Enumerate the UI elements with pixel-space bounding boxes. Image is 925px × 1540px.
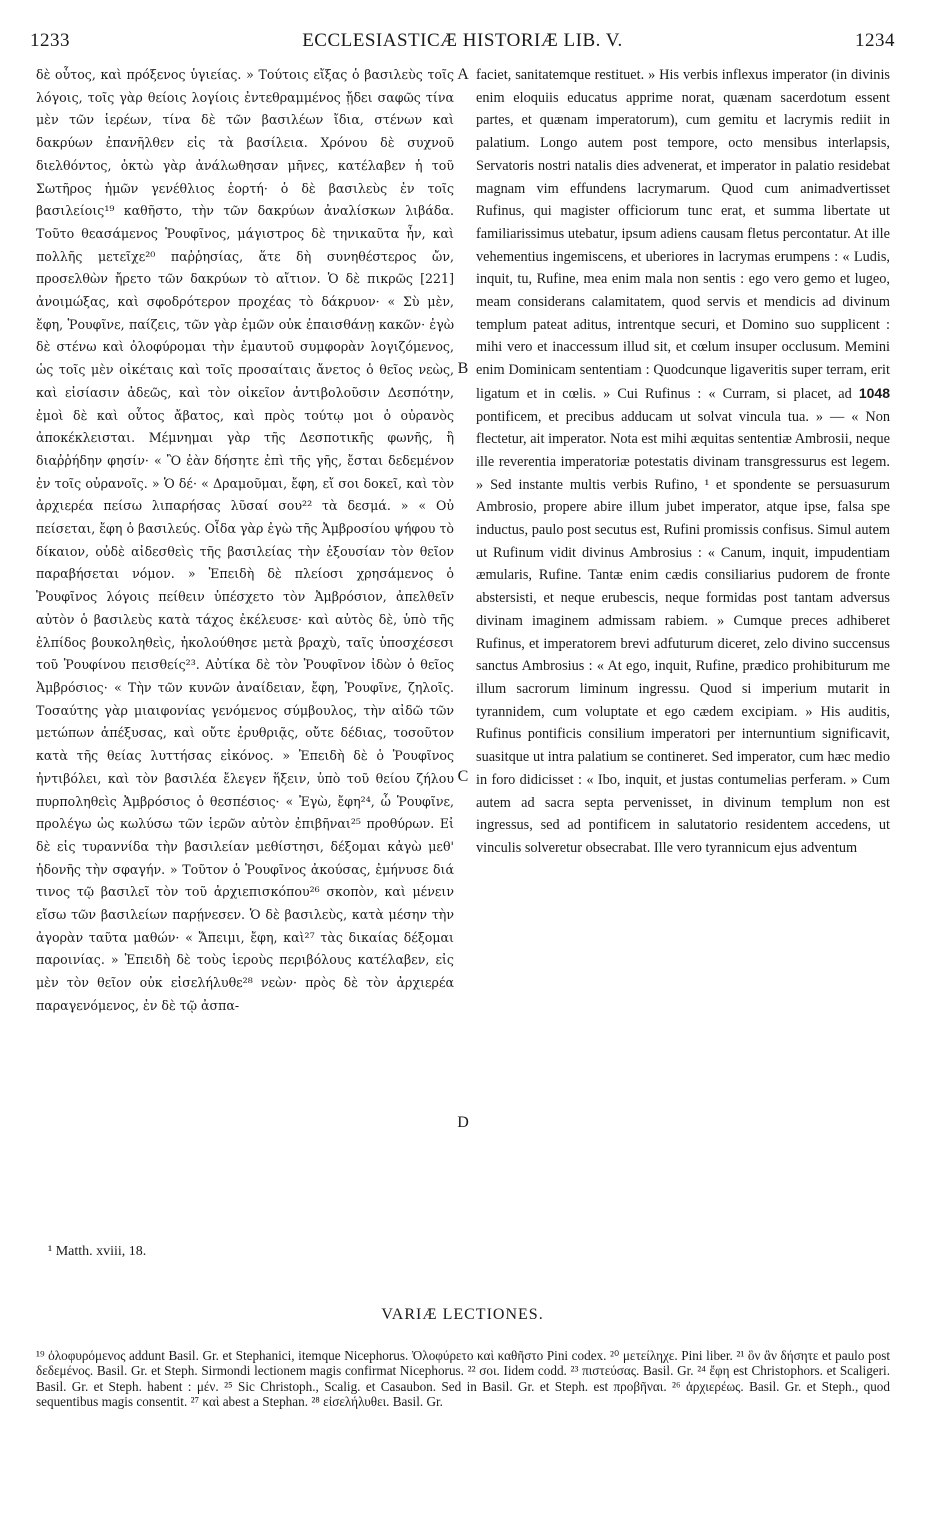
margin-letter-b: B bbox=[457, 360, 469, 377]
variae-lectiones-heading: VARIÆ LECTIONES. bbox=[381, 1306, 544, 1323]
variae-lectiones-notes bbox=[36, 1348, 890, 1518]
running-header bbox=[30, 30, 895, 60]
margin-letter-d: D bbox=[457, 1114, 469, 1131]
margin-letter-c: C bbox=[457, 768, 469, 785]
variants-text: ¹⁹ ὀλοφυρόμενος addunt Basil. Gr. et Stephanici, itemque Nicephorus. Ὀλοφύρετο καὶ καθῆστο Pini codex. ²⁰ μετείληχε. Pini liber. ²¹ ὃν ἂν δήσητε et paulo post δεδεμένος. Basil. Gr. et Steph. Sirmondi lectionem magis confirmat Nicephorus. ²² σοι. Iidem codd. ²³ πιστεύσας. Basil. Gr. ²⁴ ἔφη est Christophors. et Scaligeri. Basil. Gr. et Steph. habent : μέν. ²⁵ Sic Christoph., Scalig. et Casaubon. Sed in Basil. Gr. et Steph. est προβῆναι. ²⁶ ἀρχιερέως. Basil. Gr. et Steph., quod sequentibus magis consentit. ²⁷ καὶ abest a Stephan. ²⁸ εἰσελήλυθει. Basil. Gr. bbox=[36, 1348, 890, 1410]
greek-column bbox=[36, 64, 454, 1244]
column-number: 1048 bbox=[858, 384, 890, 401]
greek-text: δὲ οὗτος, καὶ πρόξενος ὑγιείας. » Τούτοις εἴξας ὁ βασιλεὺς τοῖς λόγοις, τοῖς γὰρ θείοις λογίοις ἐντεθραμμένος ᾔδει σαφῶς τίνα μὲν τῶν ἱερέων, τίνα δὲ τῶν βασιλέων ἴδια, στένων καὶ δακρύων ἐπανῆλθεν εἰς τὰ βασίλεια. Χρόνου δὲ συχνοῦ διελθόντος, ὀκτὼ γὰρ ἀνάλωθησαν μῆνες, κατέλαβεν ἡ τοῦ Σωτῆρος ἡμῶν γενέθλιος ἑορτή· ὁ δὲ βασιλεὺς ἐν τοῖς βασιλείοις¹⁹ καθῆστο, τὴν τῶν δακρύων ἀναλίσκων λιβάδα. Τοῦτο θεασάμενος Ῥουφῖνος, μάγιστρος δὲ τηνικαῦτα ἦν, καὶ πολλῆς μετεῖχε²⁰ παῤῥησίας, ἅτε δὴ συνηθέστερος ὤν, προσελθὼν ἤρετο τῶν δακρύων τὸ αἴτιον. Ὁ δὲ πικρῶς [221] ἀνοιμώξας, καὶ σφοδρότερον προχέας τὸ δάκρυον· « Σὺ μὲν, ἔφη, Ῥουφῖνε, παίζεις, τῶν γὰρ ἐμῶν οὐκ ἐπαισθάνῃ κακῶν· ἐγὼ δὲ στένω καὶ ὀλοφύρομαι τὴν ἐμαυτοῦ συμφορὰν λογιζόμενος, ὡς τοῖς μὲν οἰκέταις καὶ τοῖς προσαίταις ἄνετος ὁ θεῖος νεὼς, καὶ εἰσίασιν ἀδεῶς, καὶ τὸν οἰκεῖον ἀντιβολοῦσιν Δεσπότην, ἐμοὶ δὲ καὶ οὗτος ἄβατος, καὶ πρὸς τούτῳ μοι ὁ οὐρανὸς ἀποκέκλεισται. Μέμνημαι γὰρ τῆς Δεσποτικῆς φωνῆς, ἢ διαῤῥήδην φησίν· « Ὃ ἐὰν δήσητε ἐπὶ τῆς γῆς, ἔσται δεδεμένον ἐν τοῖς οὐρανοῖς. » Ὁ δέ· « Δραμοῦμαι, ἔφη, εἴ σοι δοκεῖ, καὶ τὸν ἀρχιερέα πείσω λιπαρήσας λῦσαί σου²² τὰ δεσμά. » « Οὐ πείσεται, ἔφη ὁ βασιλεύς. Οἶδα γὰρ ἐγὼ τῆς Ἀμβροσίου ψήφου τὸ δίκαιον, οὐδὲ αἰδεσθεὶς τῆς βασιλείας τὴν ἐξουσίαν τὸν θεῖον παραβήσεται νόμον. » Ἐπειδὴ δὲ πλείοσι χρησάμενος ὁ Ῥουφῖνος λόγοις πείθειν ὑπέσχετο τὸν Ἀμβρόσιον, ἀπελθεῖν αὐτὸν ὁ βασιλεὺς κατὰ τάχος ἐκέλευσε· καὶ αὐτὸς δὲ, ὑπὸ τῆς ἐλπίδος βουκοληθεὶς, ἠκολούθησε μετὰ βραχὺ, ταῖς ὑποσχέσεσι τοῦ Ῥουφίνου πεισθείς²³. Αὐτίκα δὲ τὸν Ῥουφῖνον ἰδὼν ὁ θεῖος Ἀμβρόσιος· « Τὴν τῶν κυνῶν ἀναίδειαν, ἔφη, Ῥουφῖνε, ζηλοῖς. Τοσαύτης γὰρ μιαιφονίας γενόμενος σύμβουλος, τὴν αἰδῶ τῶν μετώπων ἀπέξυσας, καὶ οὔτε ἐρυθριᾷς, οὔτε δέδιας, τοσοῦτον κατὰ τῆς θείας λυττήσας εἰκόνος. » Ἐπειδὴ δὲ ὁ Ῥουφῖνος ἠντιβόλει, καὶ τὸν βασιλέα ἔλεγεν ἥξειν, ὑπὸ τοῦ θείου ζήλου πυρποληθεὶς Ἀμβρόσιος ὁ θεσπέσιος· « Ἐγὼ, ἔφη²⁴, ὦ Ῥουφῖνε, προλέγω ὡς κωλύσω τῶν ἱερῶν αὐτὸν ἐπιβῆναι²⁵ προθύρων. Εἰ δὲ εἰς τυραννίδα τὴν βασιλείαν μεθίστησι, δέξομαι κἀγὼ μεθ' ἡδονῆς τὴν σφαγήν. » Τοῦτον ὁ Ῥουφῖνος ἀκούσας, ἐμήνυσε διά τινος τῷ βασιλεῖ τὸν τοῦ ἀρχιεπισκόπου²⁶ σκοπὸν, καὶ μένειν εἴσω τῶν βασιλείων παρῄνεσεν. Ὁ δὲ βασιλεὺς, κατὰ μέσην τὴν ἀγορὰν ταῦτα μαθών· « Ἄπειμι, ἔφη, καὶ²⁷ τὰς δικαίας δέξομαι παροινίας. » Ἐπειδὴ δὲ τοὺς ἱεροὺς περιβόλους κατέλαβεν, εἰς μὲν τὸν θεῖον οὐκ εἰσελήλυθε²⁸ νεὼν· πρὸς δὲ τὸν ἀρχιερέα παραγενόμενος, ἐν δὲ τῷ ἀσπα- bbox=[36, 67, 454, 1013]
latin-text-part2: pontificem, et precibus adducam ut solvat vincula tua. » — « Non flectetur, ait imperator. Nota est mihi æquitas sententiæ Ambrosii, neque ille reverentia imperatoriæ potestatis divinam transgressurus est legem. » Sed instante multis verbis Rufino, ¹ et spondente se persuasurum Ambrosio, propere abire illum jubet imperator, atque ipse, falsa spe inductus, paulo post secutus est, Rufini promissis confisus. Simul autem ut Rufinum vidit divinus Ambrosius : « Canum, inquit, impudentiam æmularis, Rufine. Tantæ enim cædis consiliarius pudorem de fronte abstersisti, et neque erubescis, neque formidas post tantam adversus divinam imaginem admissam rabiem. » Cumque preces adhiberet Rufinus, et imperatorem brevi adfuturum diceret, zelo divino succensus sanctus Ambrosius : « At ego, inquit, Rufine, prædico prohibiturum me illum sacrorum liminum ingressu. Quod si imperium mutarit in tyrannidem, cum voluptate et ego cædem excipiam. » His auditis, Rufinus pontificis consilium imperatori per internuntium significavit, suasitque ut intra palatium se contineret. Sed imperator, cum hæc medio in foro didicisset : « Ibo, inquit, et justas contumelias perferam. » Cum autem ad sacra septa pervenisset, in divinum templum non est ingressus, sed ad pontificem in salutatorio residentem accedens, ut vinculis solveretur obsecrabat. Ille vero tyrannicum ejus adventum bbox=[476, 408, 890, 856]
latin-column bbox=[476, 64, 890, 1244]
margin-letter-a: A bbox=[457, 66, 469, 83]
page-number-left: 1233 bbox=[30, 30, 70, 51]
latin-text-part1: faciet, sanitatemque restituet. » His verbis inflexus imperator (in divinis enim eloquiis educatus apprime norat, quænam sacerdotum essent partes, et quænam imperatorum), cum gemitu et lacrymis rediit in palatium. Longo autem post tempore, octo mensibus interlapsis, Servatoris nostri natalis dies advenerat, et imperator in palatio residebat magnam vim effundens lacrymarum. Quod cum animadvertisset Rufinus, qui magister officiorum tunc erat, et summa libertate ut familiarissimus utebatur, ipsum adiens causam fletus percontatur. At ille vehementius ingemiscens, et uberiores in lacrymas erumpens : « Ludis, inquit, tu, Rufine, mea enim mala non sentis : ego vero gemo et lugeo, meam considerans calamitatem, quod servis et mendicis ad divinum templum pateat aditus, intrentque securi, et Domino suo supplicent : mihi vero et inaccessum illud sit, et cœlum insuper occlusum. Memini enim Dominicam sententiam : Quodcunque ligaveritis super terram, erit ligatum et in cœlis. » Cui Rufinus : « Curram, si placet, ad bbox=[476, 67, 890, 402]
footnote: ¹ Matth. xviii, 18. bbox=[48, 1244, 147, 1259]
running-title: ECCLESIASTICÆ HISTORIÆ LIB. V. bbox=[302, 30, 623, 51]
latin-text bbox=[476, 64, 890, 860]
page-number-right: 1234 bbox=[855, 30, 895, 51]
